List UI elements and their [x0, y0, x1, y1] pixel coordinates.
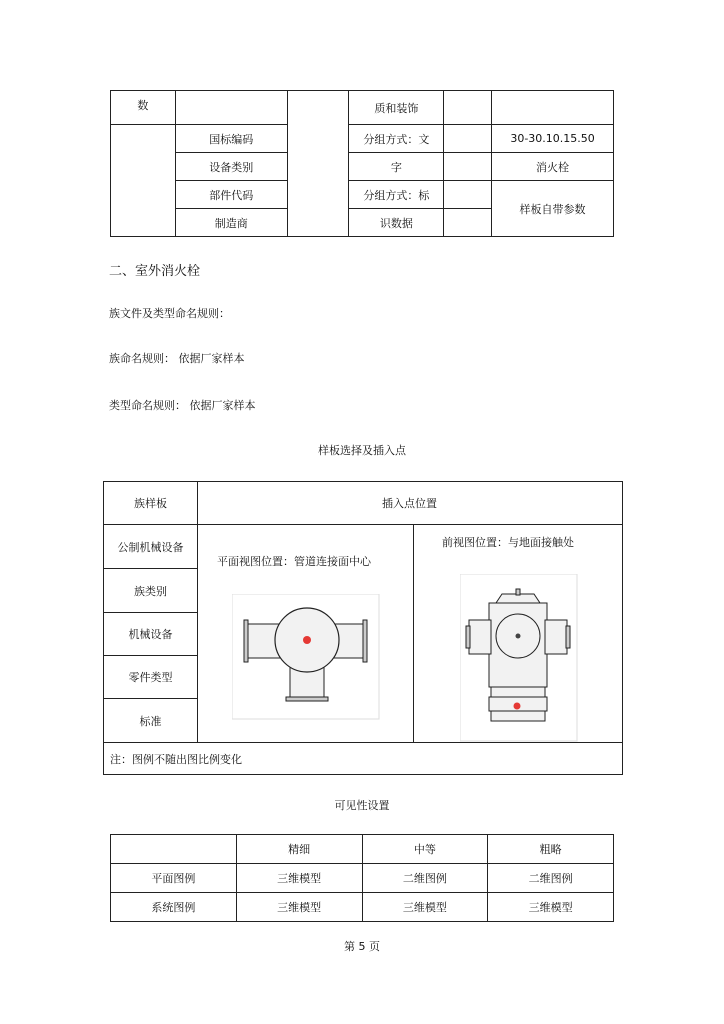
front-outlet-center	[516, 634, 521, 639]
template-item: 族类别	[104, 569, 197, 613]
param-cell: 识数据	[349, 209, 444, 237]
base-bottom	[491, 711, 545, 721]
param-cell	[444, 125, 492, 153]
base-flange-top	[491, 687, 545, 697]
header-template: 族样板	[104, 482, 197, 525]
header-cell: 精细	[236, 835, 362, 864]
param-cell: 制造商	[175, 209, 287, 237]
outlet-left	[469, 620, 491, 654]
front-view-label: 前视图位置：与地面接触处	[442, 536, 574, 549]
table-cell: 三维模型	[488, 893, 614, 922]
flange-bottom	[286, 697, 328, 701]
param-cell: 部件代码	[175, 181, 287, 209]
visibility-table	[110, 834, 614, 922]
page-number: 第 5 页	[344, 940, 380, 953]
table-header-row	[111, 835, 614, 864]
table-row	[111, 893, 614, 922]
table-row	[111, 864, 614, 893]
header-cell	[111, 835, 237, 864]
parameter-table	[110, 90, 614, 237]
table-cell: 二维图例	[488, 864, 614, 893]
outlet-left-cap	[466, 626, 470, 648]
param-cell: 数	[111, 91, 176, 125]
param-cell: 分组方式：标	[349, 181, 444, 209]
flange-left	[244, 620, 248, 662]
family-naming-text: 族命名规则： 依据厂家样本	[109, 352, 245, 365]
param-cell: 分组方式：文	[349, 125, 444, 153]
visibility-caption: 可见性设置	[334, 799, 390, 812]
header-cell: 中等	[362, 835, 488, 864]
template-item: 机械设备	[104, 613, 197, 656]
section-heading: 二、室外消火栓	[109, 264, 201, 279]
insert-point-marker	[514, 703, 521, 710]
cap-nut	[516, 589, 520, 595]
table-cell: 三维模型	[236, 864, 362, 893]
template-item: 标准	[139, 714, 162, 728]
naming-rules-text: 族文件及类型命名规则：	[109, 307, 230, 320]
table-cell: 系统图例	[111, 893, 237, 922]
table-cell: 三维模型	[362, 893, 488, 922]
param-cell	[175, 91, 287, 125]
front-view-drawing	[460, 574, 578, 742]
outlet-right	[545, 620, 567, 654]
header-insert-point: 插入点位置	[197, 482, 622, 525]
insert-point-marker	[303, 636, 311, 644]
param-cell	[111, 125, 176, 237]
param-cell: 质和装饰	[349, 91, 444, 125]
param-cell: 样板自带参数	[492, 181, 614, 237]
type-naming-text: 类型命名规则： 依据厂家样本	[109, 399, 256, 412]
plan-view-label: 平面视图位置：管道连接面中心	[217, 555, 371, 568]
param-cell	[492, 91, 614, 125]
header-cell: 粗略	[488, 835, 614, 864]
template-caption: 样板选择及插入点	[318, 444, 406, 457]
flange-right	[363, 620, 367, 662]
param-cell: 设备类别	[175, 153, 287, 181]
param-cell: 国标编码	[175, 125, 287, 153]
plan-view-drawing	[232, 594, 380, 720]
template-table	[103, 481, 623, 775]
param-cell	[444, 181, 492, 209]
param-cell	[444, 91, 492, 125]
param-cell: 消火栓	[492, 153, 614, 181]
param-cell: 字	[349, 153, 444, 181]
param-cell: 30-30.10.15.50	[492, 125, 614, 153]
param-cell	[444, 153, 492, 181]
param-cell	[444, 209, 492, 237]
table-cell: 二维图例	[362, 864, 488, 893]
table-cell: 三维模型	[236, 893, 362, 922]
outlet-right-cap	[566, 626, 570, 648]
table-cell: 平面图例	[111, 864, 237, 893]
template-item: 零件类型	[104, 656, 197, 699]
legend-note: 注：图例不随出图比例变化	[110, 753, 242, 766]
param-cell	[287, 91, 349, 237]
template-item: 公制机械设备	[104, 525, 197, 569]
